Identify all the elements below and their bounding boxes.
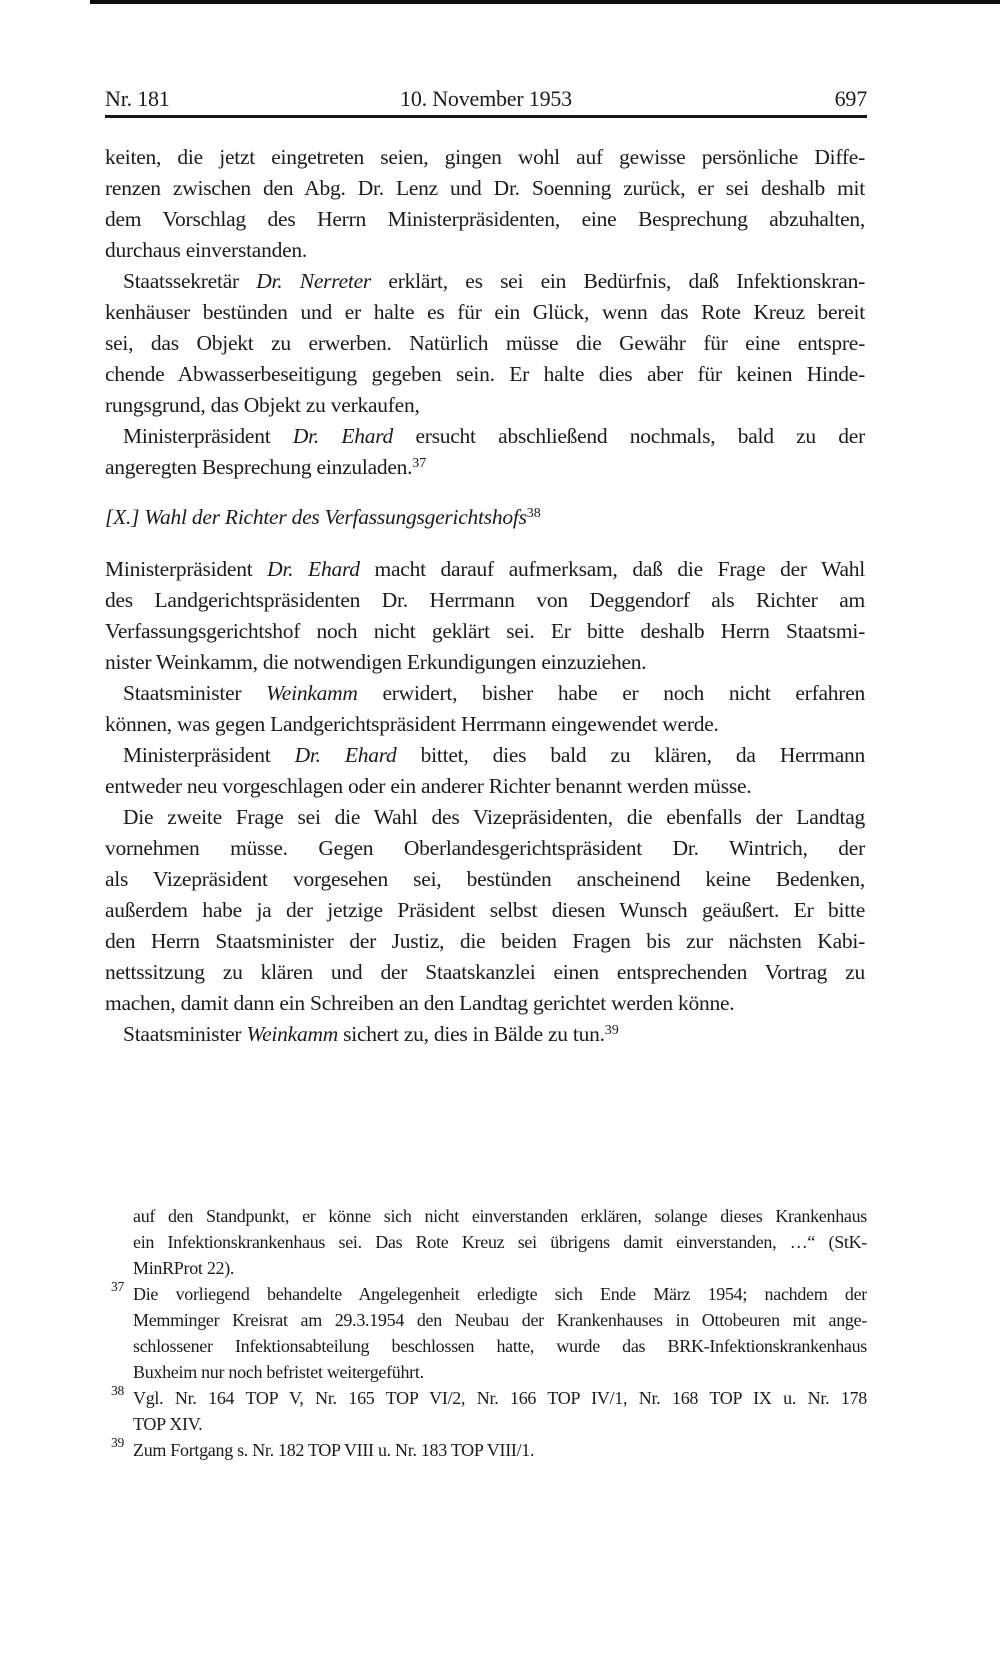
body-line: vornehmen müsse. Gegen Oberlandesgerichtspräsident Dr. Wintrich, der: [105, 836, 865, 860]
paragraph: [105, 740, 865, 802]
body-line: sei, das Objekt zu erwerben. Natürlich müsse die Gewähr für eine entspre-: [105, 331, 865, 355]
page-header: [105, 86, 867, 112]
paragraph: [105, 802, 865, 1019]
paragraph: [105, 554, 865, 678]
header-issue-number: Nr. 181: [105, 86, 170, 111]
section-heading: [X.] Wahl der Richter des Verfassungsgerichtshofs$^{38}$: [105, 505, 541, 529]
body-line: Verfassungsgerichtshof noch nicht geklärt sei. Er bitte deshalb Herrn Staatsmi-: [105, 619, 865, 643]
paragraph: [105, 421, 865, 483]
body-line: chende Abwasserbeseitigung gegeben sein. Er halte dies aber für keinen Hinde-: [105, 362, 865, 386]
body-line: Ministerpräsident Dr. Ehard bittet, dies bald zu klären, da Herrmann: [123, 743, 865, 767]
body-line: kenhäuser bestünden und er halte es für ein Glück, wenn das Rote Kreuz bereit: [105, 300, 865, 324]
paragraph: [105, 678, 865, 740]
footnote-number: 39: [111, 1435, 124, 1450]
footnote-line: auf den Standpunkt, er könne sich nicht einverstanden erklären, solange dieses Krankenhaus: [133, 1206, 867, 1226]
footnote-line: Vgl. Nr. 164 TOP V, Nr. 165 TOP VI/2, Nr. 166 TOP IV/1, Nr. 168 TOP IX u. Nr. 178: [133, 1388, 867, 1408]
body-line: als Vizepräsident vorgesehen sei, bestünden anscheinend keine Bedenken,: [105, 867, 865, 891]
body-line: angeregten Besprechung einzuladen.$^{37}$: [105, 455, 427, 479]
footnote-line: Zum Fortgang s. Nr. 182 TOP VIII u. Nr. 183 TOP VIII/1.: [133, 1440, 535, 1460]
header-date: 10. November 1953: [400, 86, 572, 111]
paragraph: [105, 1019, 865, 1050]
body-line: den Herrn Staatsminister der Justiz, die beiden Fragen bis zur nächsten Kabi-: [105, 929, 865, 953]
paragraph: [105, 266, 865, 421]
footnote: [111, 1383, 867, 1437]
body-line: außerdem habe ja der jetzige Präsident selbst diesen Wunsch geäußert. Er bitte: [105, 898, 865, 922]
body-line: machen, damit dann ein Schreiben an den Landtag gerichtet werden könne.: [105, 991, 735, 1015]
body-line: können, was gegen Landgerichtspräsident Herrmann eingewendet werde.: [105, 712, 719, 736]
body-line: des Landgerichtspräsidenten Dr. Herrmann von Deggendorf als Richter am: [105, 588, 865, 612]
header-page-number: 697: [834, 86, 867, 111]
body-line: Ministerpräsident Dr. Ehard ersucht abschließend nochmals, bald zu der: [123, 424, 865, 448]
body-line: nister Weinkamm, die notwendigen Erkundigungen einzuziehen.: [105, 650, 647, 674]
footnote: [111, 1435, 867, 1463]
footnote-number: 37: [111, 1279, 124, 1294]
body-line: rungsgrund, das Objekt zu verkaufen,: [105, 393, 420, 417]
body-line: Ministerpräsident Dr. Ehard macht darauf aufmerksam, daß die Frage der Wahl: [105, 557, 865, 581]
footnote: [133, 1203, 867, 1281]
body-line: durchaus einverstanden.: [105, 238, 308, 262]
paragraph: [105, 142, 865, 266]
body-line: dem Vorschlag des Herrn Ministerpräsidenten, eine Besprechung abzuhalten,: [105, 207, 865, 231]
header-rule: [105, 115, 867, 118]
footnote-line: ein Infektionskrankenhaus sei. Das Rote Kreuz sei übrigens damit einverstanden, …“ (StK-: [133, 1232, 867, 1252]
footnote-section: [105, 1203, 867, 1463]
body-line: Die zweite Frage sei die Wahl des Vizepräsidenten, die ebenfalls der Landtag: [123, 805, 865, 829]
footnote-number: 38: [111, 1383, 124, 1398]
body-line: nettssitzung zu klären und der Staatskanzlei einen entsprechenden Vortrag zu: [105, 960, 865, 984]
body-line: Staatsminister Weinkamm erwidert, bisher habe er noch nicht erfahren: [123, 681, 865, 705]
footnote: [111, 1279, 867, 1385]
footnote-line: Memminger Kreisrat am 29.3.1954 den Neubau der Krankenhauses in Ottobeuren mit ange-: [133, 1310, 867, 1330]
footnote-line: schlossener Infektionsabteilung beschlossen hatte, wurde das BRK-Infektionskrankenhaus: [133, 1336, 867, 1356]
footnote-line: Die vorliegend behandelte Angelegenheit erledigte sich Ende März 1954; nachdem der: [133, 1284, 867, 1304]
scan-artifact-line: [90, 0, 1000, 4]
body-line: renzen zwischen den Abg. Dr. Lenz und Dr. Soenning zurück, er sei deshalb mit: [105, 176, 865, 200]
footnote-line: TOP XIV.: [133, 1414, 203, 1434]
body-line: entweder neu vorgeschlagen oder ein anderer Richter benannt werden müsse.: [105, 774, 752, 798]
footnote-line: Buxheim nur noch befristet weitergeführt.: [133, 1362, 424, 1382]
body-line: keiten, die jetzt eingetreten seien, gingen wohl auf gewisse persönliche Diffe-: [105, 145, 865, 169]
document-body: [105, 142, 865, 1050]
footnote-line: MinRProt 22).: [133, 1258, 235, 1278]
body-line: Staatssekretär Dr. Nerreter erklärt, es sei ein Bedürfnis, daß Infektionskran-: [123, 269, 865, 293]
body-line: Staatsminister Weinkamm sichert zu, dies in Bälde zu tun.$^{39}$: [123, 1022, 619, 1046]
